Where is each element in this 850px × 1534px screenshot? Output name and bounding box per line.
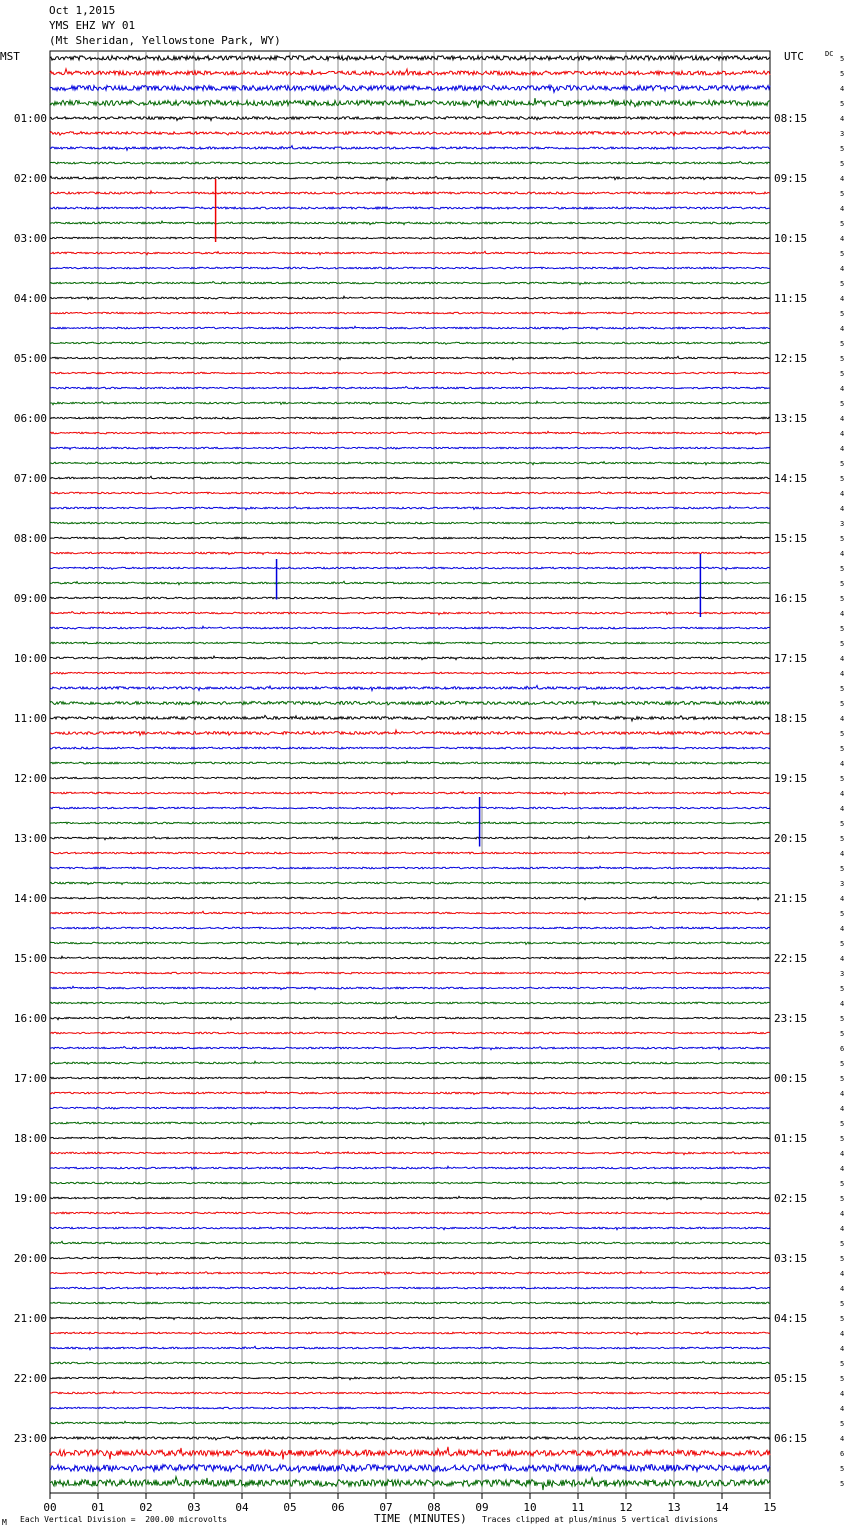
dc-offset-value: 4 (840, 85, 845, 93)
seismic-trace (50, 237, 770, 239)
dc-offset-value: 6 (840, 1450, 845, 1458)
hour-label-mst: 10:00 (13, 652, 47, 665)
dc-offset-value: 5 (840, 1120, 845, 1128)
hour-label-mst: 06:00 (13, 412, 47, 425)
x-tick-label: 04 (235, 1501, 249, 1514)
seismic-trace (50, 730, 770, 735)
seismic-trace (50, 522, 770, 524)
hour-label-utc: 16:15 (774, 592, 808, 605)
x-tick-label: 14 (715, 1501, 729, 1514)
seismic-trace (50, 1257, 770, 1259)
seismic-trace (50, 282, 770, 285)
seismic-trace (50, 1032, 770, 1034)
dc-offset-value: 4 (840, 505, 845, 513)
dc-offset-value: 5 (840, 310, 845, 318)
dc-offset-value: 5 (840, 865, 845, 873)
seismic-trace (50, 882, 770, 884)
seismic-trace (50, 836, 770, 839)
seismic-trace (50, 56, 770, 60)
x-tick-label: 08 (427, 1501, 441, 1514)
seismic-trace (50, 567, 770, 570)
seismic-trace (50, 1152, 770, 1155)
dc-offset-value: 4 (840, 895, 845, 903)
hour-label-utc: 14:15 (774, 472, 808, 485)
hour-label-mst: 11:00 (13, 712, 47, 725)
seismic-trace (50, 612, 770, 615)
seismic-trace (50, 656, 770, 660)
seismic-trace (50, 1346, 770, 1349)
dc-offset-value: 5 (840, 1060, 845, 1068)
dc-offset-value: 4 (840, 1210, 845, 1218)
seismic-trace (50, 1002, 770, 1004)
seismic-trace (50, 1377, 770, 1380)
dc-offset-value: 4 (840, 1435, 845, 1443)
hour-label-mst: 22:00 (13, 1372, 47, 1385)
seismic-trace (50, 807, 770, 809)
dc-offset-value: 5 (840, 55, 845, 63)
seismic-trace (50, 1137, 770, 1139)
hour-label-mst: 16:00 (13, 1012, 47, 1025)
seismic-trace (50, 1447, 770, 1460)
seismic-trace (50, 1271, 770, 1274)
seismic-trace (50, 462, 770, 465)
seismic-trace (50, 1047, 770, 1050)
dc-offset-value: 4 (840, 655, 845, 663)
seismic-trace (50, 747, 770, 749)
seismic-trace (50, 986, 770, 989)
x-tick-label: 10 (523, 1501, 537, 1514)
seismic-trace (50, 191, 770, 194)
seismic-trace (50, 372, 770, 374)
dc-offset-value: 3 (840, 880, 845, 888)
x-tick-label: 09 (475, 1501, 489, 1514)
plot-date: Oct 1,2015 (49, 4, 116, 17)
hour-label-mst: 15:00 (13, 952, 47, 965)
dc-offset-value: 6 (840, 1045, 845, 1053)
hour-label-utc: 08:15 (774, 112, 808, 125)
hour-label-utc: 13:15 (774, 412, 808, 425)
dc-offset-value: 4 (840, 1000, 845, 1008)
seismic-trace (50, 326, 770, 329)
seismic-trace (50, 597, 770, 599)
x-tick-label: 07 (379, 1501, 393, 1514)
seismic-trace (50, 1437, 770, 1440)
x-tick-label: 02 (139, 1501, 153, 1514)
hour-label-mst: 01:00 (13, 112, 47, 125)
seismic-trace (50, 942, 770, 945)
hour-label-mst: 23:00 (13, 1432, 47, 1445)
seismic-trace (50, 1016, 770, 1019)
seismic-trace (50, 791, 770, 794)
dc-offset-value: 4 (840, 1105, 845, 1113)
seismic-trace (50, 911, 770, 914)
hour-label-utc: 01:15 (774, 1132, 808, 1145)
seismic-trace (50, 1317, 770, 1319)
dc-offset-value: 5 (840, 940, 845, 948)
seismic-trace (50, 431, 770, 434)
dc-offset-value: 4 (840, 265, 845, 273)
scale-note: Each Vertical Division = 200.00 microvolts (20, 1515, 228, 1524)
seismic-trace (50, 506, 770, 509)
dc-offset-value: 4 (840, 235, 845, 243)
hour-label-mst: 03:00 (13, 232, 47, 245)
dc-offset-value: 5 (840, 220, 845, 228)
dc-offset-value: 4 (840, 610, 845, 618)
seismic-trace (50, 866, 770, 869)
dc-offset-value: 5 (840, 250, 845, 258)
hour-label-mst: 04:00 (13, 292, 47, 305)
x-tick-label: 12 (619, 1501, 633, 1514)
seismic-trace (50, 492, 770, 494)
hour-label-utc: 10:15 (774, 232, 808, 245)
dc-offset-value: 5 (840, 535, 845, 543)
dc-offset-value: 4 (840, 1150, 845, 1158)
seismic-trace (50, 927, 770, 929)
dc-offset-value: 5 (840, 1360, 845, 1368)
seismic-trace (50, 342, 770, 344)
seismic-trace (50, 207, 770, 209)
hour-label-utc: 12:15 (774, 352, 808, 365)
seismic-trace (50, 1077, 770, 1079)
seismic-trace (50, 447, 770, 449)
seismic-trace (50, 161, 770, 164)
dc-offset-value: 4 (840, 1390, 845, 1398)
seismic-trace (50, 221, 770, 225)
dc-offset-value: 5 (840, 280, 845, 288)
dc-offset-value: 3 (840, 520, 845, 528)
hour-label-utc: 00:15 (774, 1072, 808, 1085)
x-tick-label: 13 (667, 1501, 681, 1514)
hour-label-mst: 07:00 (13, 472, 47, 485)
station-code: YMS EHZ WY 01 (49, 19, 136, 32)
seismic-trace (50, 1166, 770, 1169)
dc-offset-value: 5 (840, 160, 845, 168)
seismic-trace (50, 1212, 770, 1214)
dc-offset-value: 5 (840, 475, 845, 483)
hour-label-utc: 18:15 (774, 712, 808, 725)
left-timezone-label: MST (0, 50, 20, 63)
seismic-trace (50, 1391, 770, 1394)
dc-offset-value: 4 (840, 385, 845, 393)
seismic-trace (50, 1287, 770, 1289)
dc-offset-value: 5 (840, 745, 845, 753)
dc-offset-value: 4 (840, 1345, 845, 1353)
dc-offset-value: 4 (840, 295, 845, 303)
dc-column-label: DC (825, 50, 834, 58)
seismic-trace (50, 581, 770, 584)
right-timezone-label: UTC (784, 50, 804, 63)
x-tick-label: 15 (763, 1501, 777, 1514)
hour-label-mst: 14:00 (13, 892, 47, 905)
x-tick-label: 06 (331, 1501, 345, 1514)
dc-offset-value: 5 (840, 1135, 845, 1143)
dc-offset-value: 4 (840, 1090, 845, 1098)
hour-label-utc: 04:15 (774, 1312, 808, 1325)
hour-label-mst: 02:00 (13, 172, 47, 185)
hour-label-mst: 05:00 (13, 352, 47, 365)
hour-label-utc: 02:15 (774, 1192, 808, 1205)
seismic-trace (50, 1061, 770, 1064)
dc-offset-value: 5 (840, 775, 845, 783)
station-location: (Mt Sheridan, Yellowstone Park, WY) (49, 34, 281, 47)
clip-note: Traces clipped at plus/minus 5 vertical divisions (482, 1515, 719, 1524)
hour-label-utc: 19:15 (774, 772, 808, 785)
dc-offset-value: 5 (840, 190, 845, 198)
seismic-trace (50, 897, 770, 900)
hour-label-mst: 20:00 (13, 1252, 47, 1265)
seismic-trace (50, 672, 770, 674)
seismic-trace (50, 1465, 770, 1472)
dc-offset-value: 5 (840, 1240, 845, 1248)
hour-label-mst: 17:00 (13, 1072, 47, 1085)
seismic-trace (50, 972, 770, 974)
dc-offset-value: 3 (840, 970, 845, 978)
x-tick-label: 03 (187, 1501, 201, 1514)
dc-offset-value: 4 (840, 925, 845, 933)
dc-offset-value: 4 (840, 415, 845, 423)
seismic-trace (50, 715, 770, 721)
dc-offset-value: 4 (840, 1225, 845, 1233)
dc-offset-value: 5 (840, 595, 845, 603)
seismic-trace (50, 1107, 770, 1109)
seismic-trace (50, 117, 770, 121)
dc-offset-value: 5 (840, 340, 845, 348)
seismic-trace (50, 642, 770, 644)
dc-offset-value: 4 (840, 850, 845, 858)
seismic-trace (50, 1182, 770, 1184)
dc-offset-value: 4 (840, 955, 845, 963)
dc-offset-value: 5 (840, 145, 845, 153)
dc-offset-value: 4 (840, 790, 845, 798)
dc-offset-value: 4 (840, 325, 845, 333)
dc-offset-value: 4 (840, 1270, 845, 1278)
seismic-trace (50, 777, 770, 779)
seismic-trace (50, 296, 770, 299)
hour-label-mst: 12:00 (13, 772, 47, 785)
hour-label-mst: 08:00 (13, 532, 47, 545)
dc-offset-value: 5 (840, 400, 845, 408)
hour-label-utc: 09:15 (774, 172, 808, 185)
dc-offset-value: 4 (840, 1165, 845, 1173)
dc-offset-value: 4 (840, 670, 845, 678)
seismic-trace (50, 401, 770, 404)
seismic-trace (50, 852, 770, 854)
dc-offset-value: 5 (840, 910, 845, 918)
corner-mark: M (2, 1518, 7, 1527)
seismic-trace (50, 476, 770, 479)
hour-label-utc: 21:15 (774, 892, 808, 905)
dc-offset-value: 5 (840, 730, 845, 738)
hour-label-mst: 18:00 (13, 1132, 47, 1145)
dc-offset-value: 5 (840, 100, 845, 108)
dc-offset-value: 4 (840, 115, 845, 123)
dc-offset-value: 5 (840, 1180, 845, 1188)
hour-label-mst: 13:00 (13, 832, 47, 845)
seismic-trace (50, 1301, 770, 1304)
x-tick-label: 01 (91, 1501, 105, 1514)
hour-label-mst: 19:00 (13, 1192, 47, 1205)
dc-offset-value: 5 (840, 1375, 845, 1383)
seismic-trace (50, 1091, 770, 1094)
dc-offset-value: 5 (840, 685, 845, 693)
hour-label-utc: 15:15 (774, 532, 808, 545)
seismic-trace (50, 1362, 770, 1364)
seismic-trace (50, 822, 770, 824)
dc-offset-value: 4 (840, 805, 845, 813)
seismic-trace (50, 1241, 770, 1244)
dc-offset-value: 5 (840, 355, 845, 363)
dc-offset-value: 5 (840, 835, 845, 843)
seismic-trace (50, 146, 770, 151)
hour-label-utc: 22:15 (774, 952, 808, 965)
dc-offset-value: 5 (840, 580, 845, 588)
hour-label-utc: 03:15 (774, 1252, 808, 1265)
dc-offset-value: 5 (840, 565, 845, 573)
dc-offset-value: 4 (840, 550, 845, 558)
seismic-trace (50, 761, 770, 765)
seismic-trace (50, 1332, 770, 1335)
seismic-trace (50, 417, 770, 419)
seismic-trace (50, 536, 770, 539)
dc-offset-value: 5 (840, 370, 845, 378)
seismic-trace (50, 356, 770, 359)
hour-label-mst: 21:00 (13, 1312, 47, 1325)
seismic-trace (50, 131, 770, 136)
seismic-trace (50, 98, 770, 108)
dc-offset-value: 4 (840, 490, 845, 498)
seismic-trace (50, 686, 770, 691)
dc-offset-value: 3 (840, 130, 845, 138)
x-axis-title: TIME (MINUTES) (374, 1512, 467, 1525)
seismic-trace (50, 267, 770, 269)
dc-offset-value: 5 (840, 820, 845, 828)
hour-label-utc: 20:15 (774, 832, 808, 845)
seismic-trace (50, 1227, 770, 1230)
dc-offset-value: 4 (840, 175, 845, 183)
x-tick-label: 05 (283, 1501, 297, 1514)
dc-offset-value: 5 (840, 1300, 845, 1308)
dc-offset-value: 5 (840, 1420, 845, 1428)
seismic-trace (50, 1421, 770, 1424)
seismic-trace (50, 69, 770, 75)
dc-offset-value: 5 (840, 1015, 845, 1023)
x-tick-label: 00 (43, 1501, 57, 1514)
hour-label-utc: 11:15 (774, 292, 808, 305)
dc-offset-value: 4 (840, 1330, 845, 1338)
seismic-trace (50, 176, 770, 180)
x-tick-label: 11 (571, 1501, 585, 1514)
seismic-trace (50, 251, 770, 254)
dc-offset-value: 4 (840, 760, 845, 768)
dc-offset-value: 5 (840, 460, 845, 468)
seismic-trace (50, 1196, 770, 1199)
dc-offset-value: 4 (840, 1405, 845, 1413)
hour-label-utc: 17:15 (774, 652, 808, 665)
dc-offset-value: 4 (840, 715, 845, 723)
seismic-trace (50, 1121, 770, 1124)
dc-offset-value: 5 (840, 1255, 845, 1263)
dc-offset-value: 5 (840, 70, 845, 78)
hour-label-mst: 09:00 (13, 592, 47, 605)
seismic-trace (50, 1407, 770, 1409)
seismic-trace (50, 956, 770, 959)
hour-label-utc: 23:15 (774, 1012, 808, 1025)
hour-label-utc: 05:15 (774, 1372, 808, 1385)
seismic-trace (50, 1477, 770, 1491)
dc-offset-value: 5 (840, 700, 845, 708)
dc-offset-value: 4 (840, 205, 845, 213)
dc-offset-value: 4 (840, 445, 845, 453)
seismic-trace (50, 312, 770, 314)
seismic-trace (50, 552, 770, 554)
dc-offset-value: 5 (840, 1465, 845, 1473)
dc-offset-value: 5 (840, 1075, 845, 1083)
seismic-trace (50, 626, 770, 629)
dc-offset-value: 5 (840, 1030, 845, 1038)
dc-offset-value: 5 (840, 625, 845, 633)
seismic-trace (50, 387, 770, 389)
hour-label-utc: 06:15 (774, 1432, 808, 1445)
seismic-trace (50, 85, 770, 92)
seismic-trace (50, 701, 770, 705)
dc-offset-value: 4 (840, 1285, 845, 1293)
dc-offset-value: 4 (840, 430, 845, 438)
dc-offset-value: 5 (840, 1315, 845, 1323)
dc-offset-value: 5 (840, 640, 845, 648)
dc-offset-value: 5 (840, 1195, 845, 1203)
dc-offset-value: 5 (840, 1480, 845, 1488)
dc-offset-value: 5 (840, 985, 845, 993)
